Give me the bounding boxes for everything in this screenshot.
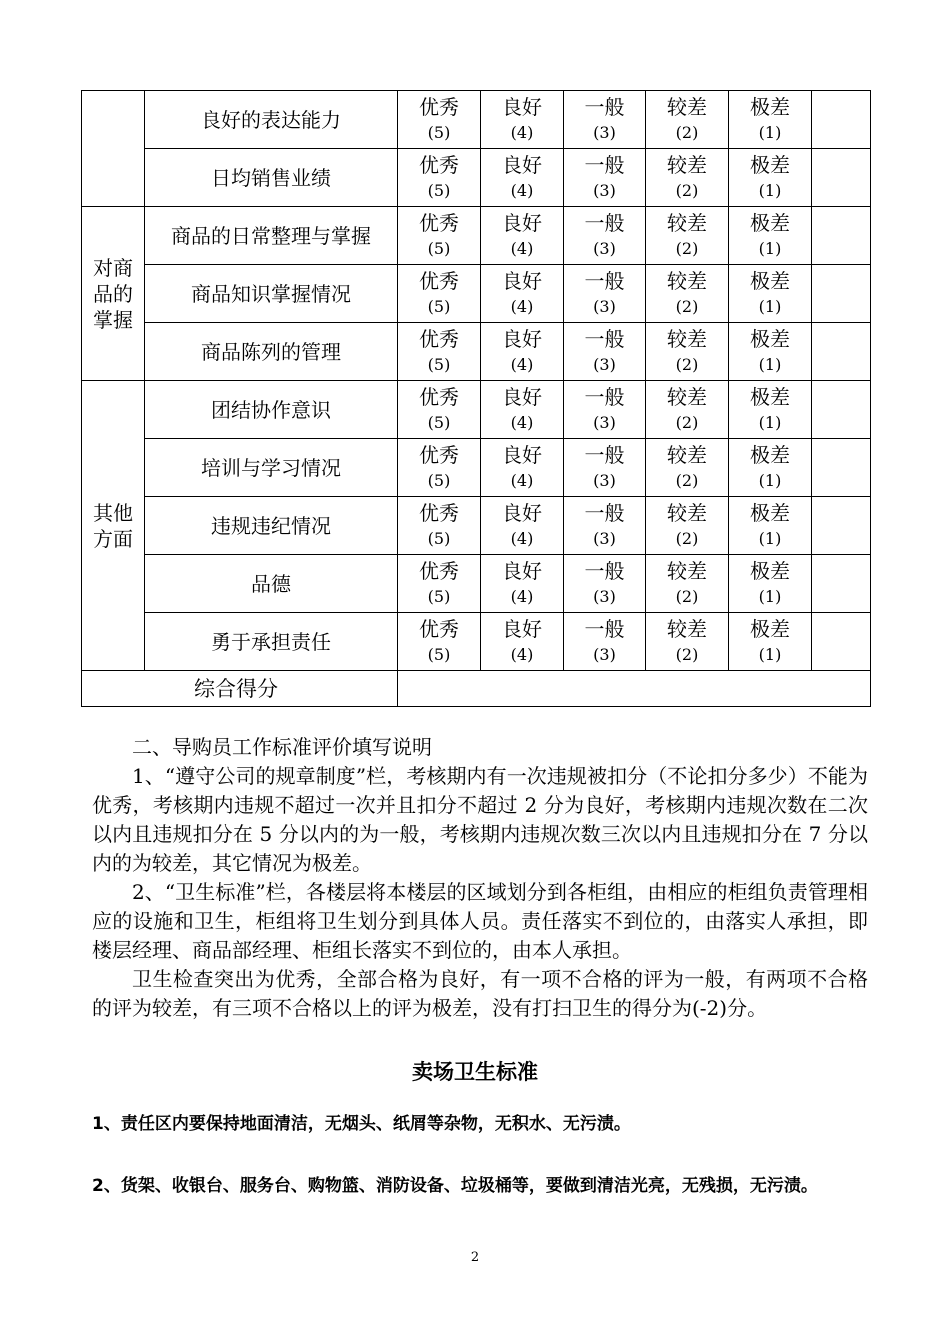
rating-text: 较差	[667, 443, 707, 467]
rating-text: 极差	[750, 385, 790, 409]
rating-text: 极差	[750, 501, 790, 525]
table-row	[82, 149, 871, 207]
rating-score: (2)	[675, 529, 699, 548]
rating-text: 一般	[584, 269, 625, 293]
table-row	[82, 497, 871, 555]
rating-text: 良好	[502, 269, 542, 293]
rating-option[interactable]	[646, 323, 729, 381]
rating-option[interactable]	[646, 149, 729, 207]
score-entry-cell[interactable]	[812, 497, 871, 555]
rating-score: (2)	[675, 181, 699, 200]
rating-option[interactable]	[398, 265, 481, 323]
score-entry-cell[interactable]	[812, 91, 871, 149]
score-entry-cell[interactable]	[812, 555, 871, 613]
rating-score: (3)	[593, 645, 616, 664]
rating-option[interactable]	[564, 91, 646, 149]
rating-score: (3)	[593, 587, 616, 606]
rating-text: 一般	[584, 153, 625, 177]
rating-text: 良好	[502, 153, 542, 177]
rating-option[interactable]	[481, 149, 564, 207]
rating-score: (2)	[675, 645, 699, 664]
rating-text: 较差	[667, 211, 707, 235]
rating-score: (4)	[510, 645, 534, 664]
rating-option[interactable]	[481, 91, 564, 149]
rating-option[interactable]	[481, 497, 564, 555]
rating-score: (3)	[593, 471, 616, 490]
rating-option[interactable]	[646, 497, 729, 555]
rating-option[interactable]	[564, 149, 646, 207]
score-entry-cell[interactable]	[812, 265, 871, 323]
instruction-paragraph-1: 1、“遵守公司的规章制度”栏，考核期内有一次违规被扣分（不论扣分多少）不能为优秀，考核期内违规不超过一次并且扣分不超过 2 分为良好，考核期内违规次数在二次以内且违规扣分在 5 分以内的为一般，考核期内违规次数三次以内且违规扣分在 7 分以内的为较差，其它情况为极差。	[92, 764, 868, 875]
rating-option[interactable]	[729, 439, 812, 497]
rating-text: 较差	[667, 153, 707, 177]
criterion-label: 良好的表达能力	[145, 91, 398, 149]
rating-text: 一般	[584, 385, 625, 409]
rating-text: 良好	[502, 327, 542, 351]
rating-text: 良好	[502, 95, 542, 119]
rating-option[interactable]	[729, 207, 812, 265]
rating-option[interactable]	[646, 439, 729, 497]
rating-option[interactable]	[481, 207, 564, 265]
criterion-label: 违规违纪情况	[145, 497, 398, 555]
rating-score: (4)	[510, 123, 534, 142]
rating-option[interactable]	[398, 323, 481, 381]
rating-text: 优秀	[419, 269, 459, 293]
hygiene-title: 卖场卫生标准	[412, 1060, 538, 1084]
rating-score: (2)	[675, 471, 699, 490]
rating-option[interactable]	[729, 91, 812, 149]
rating-score: (2)	[675, 239, 699, 258]
total-score-value-cell[interactable]	[398, 671, 871, 707]
rating-option[interactable]	[646, 207, 729, 265]
rating-score: (3)	[593, 355, 616, 374]
rating-option[interactable]	[729, 323, 812, 381]
rating-text: 一般	[584, 559, 625, 583]
table-row	[82, 381, 871, 439]
criterion-label: 日均销售业绩	[145, 149, 398, 207]
rating-score: (5)	[427, 413, 451, 432]
rating-text: 优秀	[419, 153, 459, 177]
rating-score: (4)	[510, 181, 534, 200]
rating-option[interactable]	[646, 613, 729, 671]
rating-option[interactable]	[564, 381, 646, 439]
criterion-label: 商品的日常整理与掌握	[145, 207, 398, 265]
group-label-cell	[82, 91, 145, 207]
rating-text: 较差	[667, 617, 707, 641]
criterion-label: 培训与学习情况	[145, 439, 398, 497]
rating-option[interactable]	[564, 439, 646, 497]
rating-text: 极差	[750, 617, 790, 641]
rating-score: (2)	[675, 355, 699, 374]
rating-score: (5)	[427, 529, 451, 548]
hygiene-rule-2: 2、货架、收银台、服务台、购物篮、消防设备、垃圾桶等，要做到清洁光亮，无残损，无污渍。	[92, 1176, 818, 1196]
rating-text: 较差	[667, 559, 707, 583]
table-row	[82, 207, 871, 265]
rating-score: (3)	[593, 123, 616, 142]
rating-text: 极差	[750, 443, 790, 467]
rating-option[interactable]	[564, 497, 646, 555]
group-label: 对商品的掌握	[93, 255, 133, 332]
table-row	[82, 555, 871, 613]
rating-text: 优秀	[419, 211, 459, 235]
rating-score: (1)	[758, 529, 782, 548]
rating-score: (1)	[758, 587, 782, 606]
rating-score: (5)	[427, 355, 451, 374]
rating-score: (2)	[675, 297, 699, 316]
rating-score: (3)	[593, 181, 616, 200]
rating-score: (5)	[427, 471, 451, 490]
rating-score: (1)	[758, 123, 782, 142]
rating-text: 良好	[502, 617, 542, 641]
table-row	[82, 613, 871, 671]
total-score-label: 综合得分	[82, 671, 398, 707]
rating-score: (1)	[758, 355, 782, 374]
rating-option[interactable]	[564, 323, 646, 381]
rating-text: 一般	[584, 95, 625, 119]
rating-score: (1)	[758, 181, 782, 200]
rating-option[interactable]	[398, 555, 481, 613]
rating-option[interactable]	[481, 265, 564, 323]
rating-text: 优秀	[419, 443, 459, 467]
rating-option[interactable]	[646, 91, 729, 149]
group-label-cell	[82, 207, 145, 381]
rating-score: (4)	[510, 355, 534, 374]
rating-text: 极差	[750, 153, 790, 177]
rating-score: (5)	[427, 587, 451, 606]
rating-option[interactable]	[481, 555, 564, 613]
rating-option[interactable]	[398, 91, 481, 149]
rating-option[interactable]	[481, 381, 564, 439]
instructions-section	[92, 733, 868, 1023]
criterion-label: 商品知识掌握情况	[145, 265, 398, 323]
rating-text: 良好	[502, 501, 542, 525]
rating-option[interactable]	[646, 381, 729, 439]
rating-score: (1)	[758, 297, 782, 316]
rating-text: 极差	[750, 211, 790, 235]
rating-option[interactable]	[564, 207, 646, 265]
rating-option[interactable]	[398, 613, 481, 671]
score-entry-cell[interactable]	[812, 439, 871, 497]
rating-option[interactable]	[398, 207, 481, 265]
rating-score: (3)	[593, 529, 616, 548]
rating-text: 优秀	[419, 559, 459, 583]
score-entry-cell[interactable]	[812, 207, 871, 265]
rating-text: 较差	[667, 95, 707, 119]
rating-text: 良好	[502, 211, 542, 235]
rating-option[interactable]	[481, 323, 564, 381]
group-label: 其他方面	[93, 500, 133, 551]
page-number: 2	[470, 1250, 480, 1265]
score-entry-cell[interactable]	[812, 613, 871, 671]
rating-text: 一般	[584, 327, 625, 351]
rating-text: 极差	[750, 327, 790, 351]
rating-option[interactable]	[564, 555, 646, 613]
rating-text: 极差	[750, 559, 790, 583]
evaluation-table	[81, 90, 871, 707]
rating-score: (3)	[593, 413, 616, 432]
rating-score: (4)	[510, 413, 534, 432]
rating-text: 良好	[502, 559, 542, 583]
total-row	[82, 671, 871, 707]
rating-text: 优秀	[419, 617, 459, 641]
rating-score: (1)	[758, 239, 782, 258]
rating-option[interactable]	[564, 265, 646, 323]
rating-score: (1)	[758, 471, 782, 490]
rating-option[interactable]	[564, 613, 646, 671]
rating-score: (5)	[427, 645, 451, 664]
rating-text: 较差	[667, 501, 707, 525]
rating-score: (4)	[510, 297, 534, 316]
rating-option[interactable]	[729, 613, 812, 671]
rating-score: (2)	[675, 123, 699, 142]
rating-text: 优秀	[419, 385, 459, 409]
rating-option[interactable]	[729, 497, 812, 555]
rating-score: (5)	[427, 181, 451, 200]
rating-score: (4)	[510, 587, 534, 606]
rating-text: 一般	[584, 443, 625, 467]
rating-text: 一般	[584, 617, 625, 641]
rating-text: 较差	[667, 385, 707, 409]
rating-option[interactable]	[646, 265, 729, 323]
rating-option[interactable]	[729, 381, 812, 439]
rating-option[interactable]	[398, 149, 481, 207]
score-entry-cell[interactable]	[812, 381, 871, 439]
rating-option[interactable]	[398, 497, 481, 555]
table-row	[82, 323, 871, 381]
rating-text: 一般	[584, 211, 625, 235]
table-row	[82, 91, 871, 149]
rating-text: 较差	[667, 327, 707, 351]
rating-option[interactable]	[481, 613, 564, 671]
instruction-paragraph-2: 2、“卫生标准”栏，各楼层将本楼层的区域划分到各柜组，由相应的柜组负责管理相应的设施和卫生，柜组将卫生划分到具体人员。责任落实不到位的，由落实人承担，即楼层经理、商品部经理、柜组长落实不到位的，由本人承担。	[92, 880, 868, 962]
criterion-label: 团结协作意识	[145, 381, 398, 439]
rating-option[interactable]	[729, 555, 812, 613]
table-row	[82, 439, 871, 497]
rating-option[interactable]	[398, 381, 481, 439]
rating-option[interactable]	[646, 555, 729, 613]
rating-option[interactable]	[481, 439, 564, 497]
rating-score: (4)	[510, 471, 534, 490]
rating-score: (3)	[593, 297, 616, 316]
rating-option[interactable]	[729, 265, 812, 323]
criterion-label: 勇于承担责任	[145, 613, 398, 671]
rating-text: 极差	[750, 269, 790, 293]
table-row	[82, 265, 871, 323]
rating-option[interactable]	[729, 149, 812, 207]
score-entry-cell[interactable]	[812, 323, 871, 381]
rating-score: (1)	[758, 645, 782, 664]
rating-score: (5)	[427, 297, 451, 316]
rating-score: (1)	[758, 413, 782, 432]
rating-text: 良好	[502, 443, 542, 467]
rating-text: 优秀	[419, 95, 459, 119]
rating-score: (5)	[427, 123, 451, 142]
score-entry-cell[interactable]	[812, 149, 871, 207]
rating-score: (2)	[675, 587, 699, 606]
rating-text: 优秀	[419, 501, 459, 525]
criterion-label: 品德	[145, 555, 398, 613]
rating-text: 一般	[584, 501, 625, 525]
group-label-cell	[82, 381, 145, 671]
rating-score: (4)	[510, 239, 534, 258]
rating-score: (5)	[427, 239, 451, 258]
rating-score: (3)	[593, 239, 616, 258]
rating-text: 较差	[667, 269, 707, 293]
rating-text: 良好	[502, 385, 542, 409]
rating-text: 优秀	[419, 327, 459, 351]
rating-score: (2)	[675, 413, 699, 432]
instructions-heading: 二、导购员工作标准评价填写说明	[132, 735, 432, 759]
rating-text: 极差	[750, 95, 790, 119]
rating-score: (4)	[510, 529, 534, 548]
instruction-paragraph-3: 卫生检查突出为优秀，全部合格为良好，有一项不合格的评为一般，有两项不合格的评为较差，有三项不合格以上的评为极差，没有打扫卫生的得分为(-2)分。	[92, 967, 868, 1020]
criterion-label: 商品陈列的管理	[145, 323, 398, 381]
rating-option[interactable]	[398, 439, 481, 497]
hygiene-rule-1: 1、责任区内要保持地面清洁，无烟头、纸屑等杂物，无积水、无污渍。	[92, 1114, 631, 1134]
